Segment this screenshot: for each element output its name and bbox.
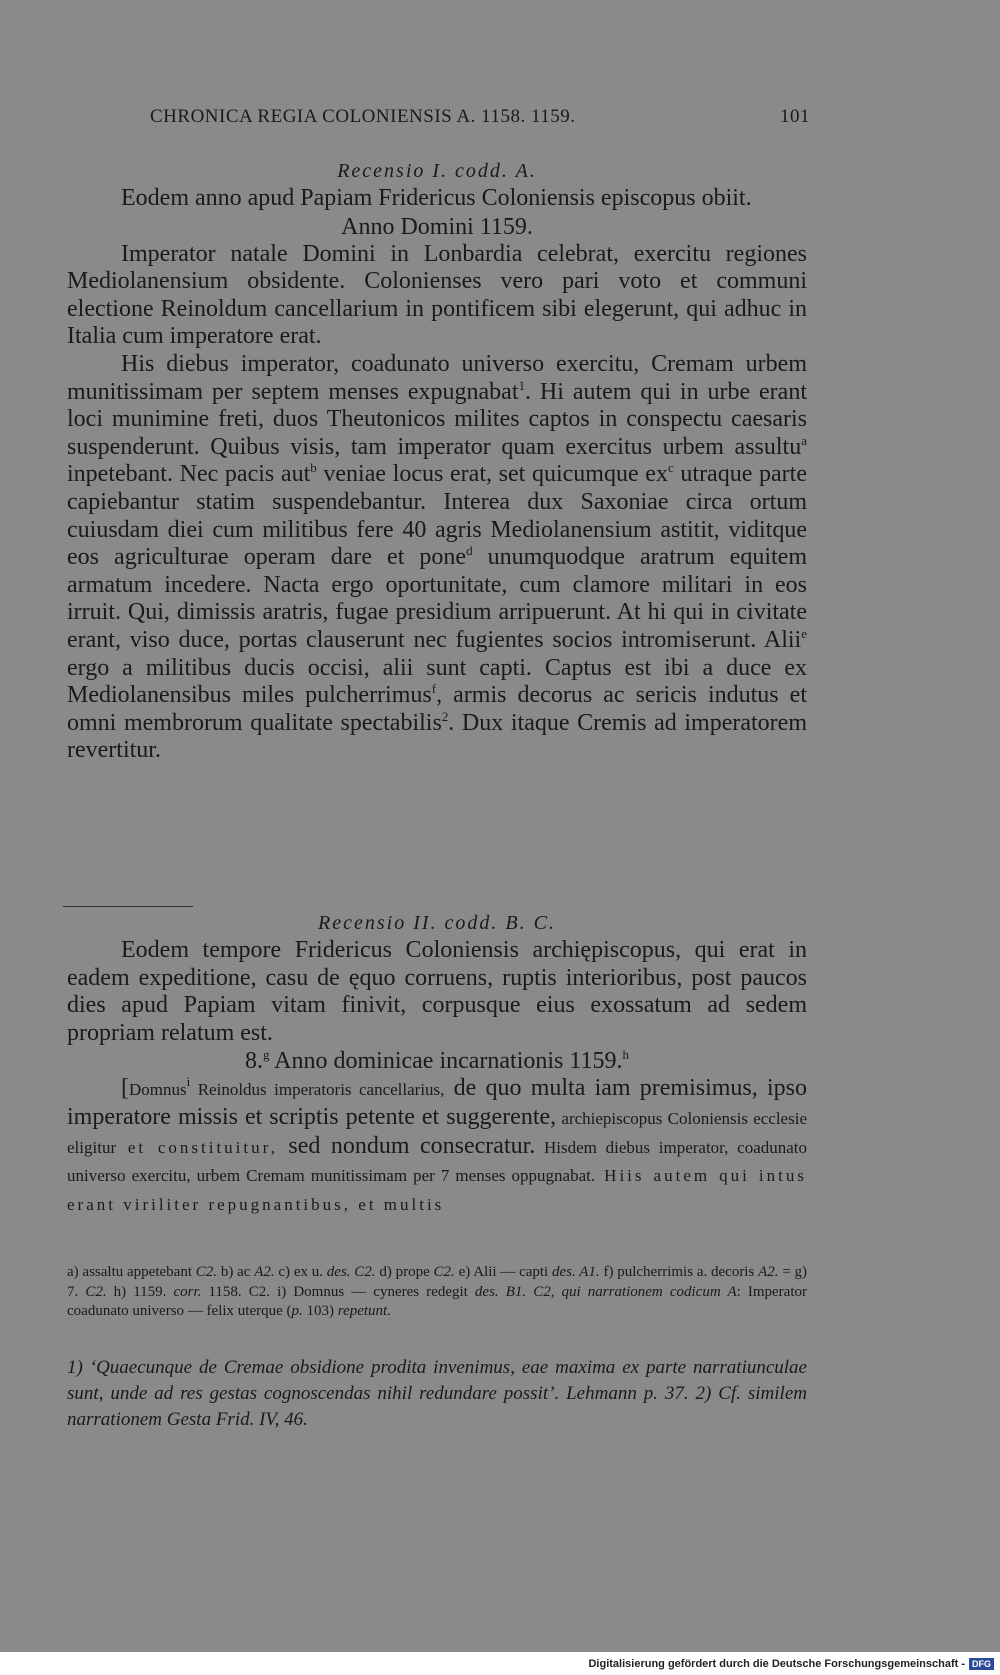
note-ref: i [186,1074,191,1090]
note-ref: 2 [441,708,449,724]
text-run: inpetebant. Nec pacis aut [67,461,311,488]
text-run: et constituitur, [116,1137,278,1157]
note-ref: d [466,543,473,559]
note-ref: a [801,432,807,448]
recensio-1-paragraph-1: Eodem anno apud Papiam Fridericus Coloniensis episcopus obiit. [121,185,752,211]
text-run: . Hi autem qui in urbe erant loci munimine freti, duos Theutonicos milites captos in conspectu caesaris suspenderunt. Quibus visis, tam imperator quam exercitus urbem assultu [67,378,807,460]
recensio-1-year-line: Anno Domini 1159. [341,213,533,240]
recensio-1 [67,160,807,765]
note-siglum: des. A1. [552,1264,600,1280]
apparatus-notes [67,1263,807,1322]
note-siglum: corr. [173,1283,202,1300]
note-text: 103) [302,1303,338,1319]
text-run: His diebus imperator, coadunato universo exercitu, Cremam urbem munitissimam per septem menses expugnabat [67,350,807,405]
note-text: = g) 7. [67,1264,808,1300]
text-run: Hiis autem qui intus erant viriliter repugnantibus, et multis [67,1166,807,1214]
note-siglum: des. B1. C2, qui narrationem codicum A [474,1283,737,1300]
note-ref: e [801,625,807,641]
note-ref: g [262,1047,270,1063]
text-run: archiepiscopus Coloniensis ecclesie eligitur [67,1108,807,1157]
recensio-2 [67,912,807,1218]
page-number: 101 [780,106,810,127]
note-siglum: C2. [433,1264,455,1280]
text-run: , armis decorus ac sericis indutus et omni membrorum qualitate spectabilis [67,682,807,736]
text-run: Reinoldus imperatoris cancellarius, [190,1080,445,1100]
digitization-credit [588,1658,994,1670]
recensio-2-year-line [67,1047,807,1075]
note-siglum: C2. [195,1264,218,1280]
credit-text: Digitalisierung gefördert durch die Deutsche Forschungsgemeinschaft - [588,1658,965,1670]
note-text: d) prope [375,1264,434,1280]
year-text: Anno dominicae incarnationis 1159. [269,1048,623,1075]
note-ref: b [310,460,317,476]
text-run: de quo multa iam premisimus, ipso imperatore missis et scriptis petente et suggerente, [67,1075,807,1130]
note-text: f) pulcherrimis a. decoris [599,1264,759,1280]
note-ref: 1 [518,377,526,393]
dfg-logo-icon: DFG [969,1658,994,1670]
note-ref: c [667,460,674,476]
running-header [150,106,810,128]
section-divider [63,906,193,907]
note-siglum: repetunt. [337,1303,391,1319]
note-text: : Imperator coadunato universo — felix uterque ( [67,1283,807,1319]
chapter-number: 8. [244,1048,263,1075]
bracket: [ [121,1075,129,1102]
header-title: CHRONICA REGIA COLONIENSIS A. 1158. 1159. [150,106,576,127]
recensio-1-paragraph-3 [67,351,807,765]
text-run: utraque parte capiebantur statim suspendebantur. Interea dux Saxoniae circa ortum cuiusdam diei cum militibus fere 40 agris Mediolanensium astitit, viditque eos agriculturae operam dare et pone [67,461,807,571]
recensio-2-paragraph-2 [67,1075,807,1218]
recensio-2-heading: Recensio II. codd. B. C. [318,912,556,934]
text-run: ergo a militibus ducis occisi, alii sunt capti. Captus est ibi a duce ex Mediolanensibus miles pulcherrimus [67,654,807,709]
note-ref: f [431,681,437,697]
note-siglum: A2. [758,1264,779,1280]
text-run: Hisdem diebus imperator, coadunato universo exercitu, urbem Cremam munitissimam per 7 menses oppugnabat. [67,1137,808,1186]
critical-apparatus [67,1263,807,1322]
recensio-1-heading: Recensio I. codd. A. [337,160,537,182]
historical-notes [67,1355,807,1433]
text-run: sed nondum consecratur. [277,1132,536,1159]
note-text: c) ex u. [274,1264,327,1280]
note-text: b) ac [217,1264,255,1280]
text-run: veniae locus erat, set quicumque ex [316,461,668,488]
note-ref: h [622,1047,630,1063]
text-run: . Dux itaque Cremis ad imperatorem revertitur. [67,709,807,764]
note-siglum: des. C2. [326,1264,376,1280]
note-siglum: C2. [85,1283,107,1300]
recensio-1-paragraph-2: Imperator natale Domini in Lonbardia celebrat, exercitu regiones Mediolanensium obsidente. Colonienses vero pari voto et communi electione Reinoldum cancellarium in pontificem sibi elegerunt, qui adhuc in Italia cum imperatore erat. [67,240,807,350]
note-siglum: p. [291,1303,303,1319]
note-text: 1158. C2. [201,1283,271,1300]
note-text: h) 1159. [106,1283,174,1300]
note-text: a) assaltu appetebant [67,1264,196,1280]
text-run: Domnus [129,1080,187,1100]
note-text: e) Alii — capti [454,1264,553,1280]
recensio-2-paragraph-1: Eodem tempore Fridericus Coloniensis archiępiscopus, qui erat in eadem expeditione, casu de ęquo corruens, ruptis interioribus, post paucos dies apud Papiam vitam finivit, corpusque eius exossatum ad sedem propriam relatum est. [67,937,807,1046]
note-text: i) Domnus — cyneres redegit [270,1283,475,1300]
note-siglum: A2. [254,1264,275,1280]
text-run: unumquodque aratrum equitem armatum incedere. Nacta ergo oportunitate, cum clamore militari in eos irruit. Qui, dimissis aratris, fugae presidium arripuerunt. At hi qui in civitate erant, viso duce, portas clauserunt nec fugientes socios intromiserunt. Alii [67,544,807,653]
historical-notes-text: 1) ‘Quaecunque de Cremae obsidione prodita invenimus, eae maxima ex parte narratiunculae sunt, unde ad res gestas cognoscendas nihil redundare possit’. Lehmann p. 37. 2) Cf. similem narrationem Gesta Frid. IV, 46. [67,1357,807,1430]
